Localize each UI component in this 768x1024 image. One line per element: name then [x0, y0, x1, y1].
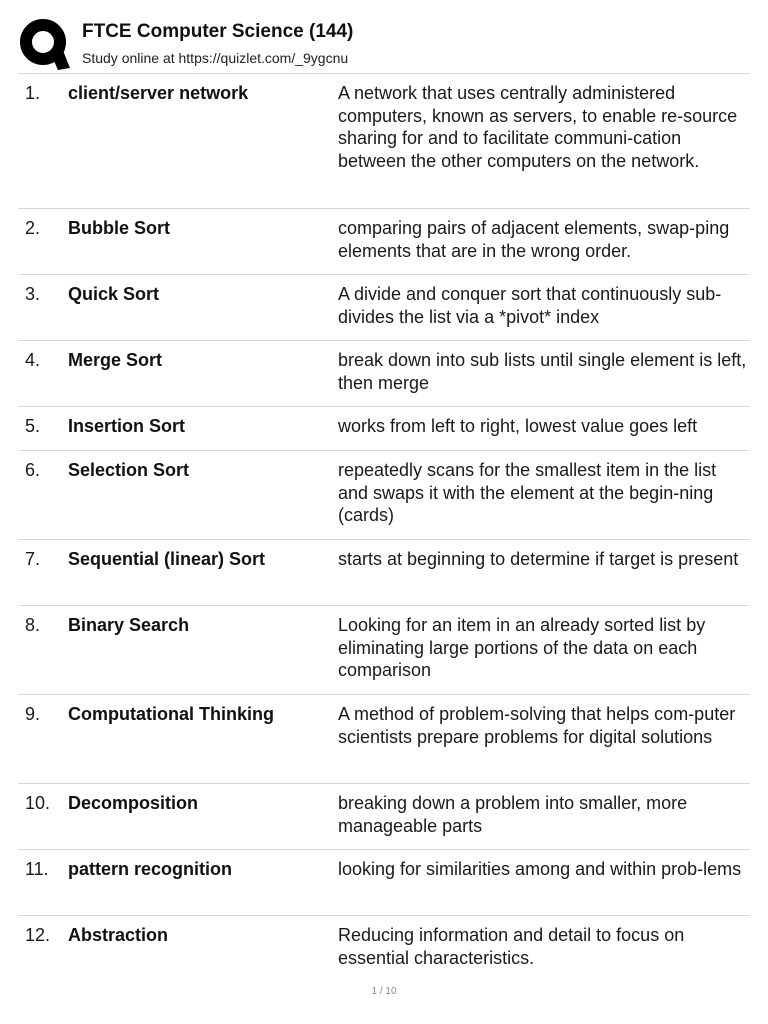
card-definition: A divide and conquer sort that continuously sub-divides the list via a *pivot* index: [338, 284, 722, 327]
card-number: 1.: [25, 83, 41, 103]
flashcard-row: [18, 341, 750, 407]
flashcard-row: [18, 451, 750, 540]
card-definition: comparing pairs of adjacent elements, swap-ping elements that are in the wrong order.: [338, 218, 730, 261]
card-term: Binary Search: [68, 615, 190, 635]
header: [20, 18, 750, 74]
card-term: Abstraction: [68, 925, 169, 945]
card-definition: looking for similarities among and within prob-lems: [338, 859, 742, 879]
flashcard-row: [18, 784, 750, 850]
card-number: 4.: [25, 350, 41, 370]
card-number: 3.: [25, 284, 41, 304]
card-term: Selection Sort: [68, 460, 190, 480]
flashcard-row: [18, 916, 750, 976]
card-number: 11.: [25, 859, 49, 879]
page-title: FTCE Computer Science (144): [82, 21, 354, 42]
flashcard-row: [18, 74, 750, 209]
flashcard-row: [18, 540, 750, 606]
quizlet-logo-icon: [20, 18, 70, 70]
card-number: 12.: [25, 925, 51, 945]
card-term: Quick Sort: [68, 284, 160, 304]
card-number: 6.: [25, 460, 41, 480]
card-definition: Reducing information and detail to focus on essential characteristics.: [338, 925, 685, 968]
card-term: pattern recognition: [68, 859, 233, 879]
card-definition: A method of problem-solving that helps com-puter scientists prepare problems for digital solutions: [338, 704, 736, 747]
card-term: client/server network: [68, 83, 249, 103]
flashcard-row: [18, 850, 750, 916]
card-definition: starts at beginning to determine if target is present: [338, 549, 739, 569]
card-definition: A network that uses centrally administered computers, known as servers, to enable re-source sharing for and to facilitate communi-cation between the other computers on the network.: [338, 83, 738, 171]
card-term: Computational Thinking: [68, 704, 274, 724]
card-term: Bubble Sort: [68, 218, 170, 238]
card-number: 7.: [25, 549, 41, 569]
card-number: 2.: [25, 218, 41, 238]
flashcard-row: [18, 407, 750, 451]
flashcard-row: [18, 695, 750, 784]
page-indicator: 1 / 10: [371, 986, 397, 997]
flashcard-row: [18, 606, 750, 695]
card-term: Merge Sort: [68, 350, 163, 370]
card-definition: breaking down a problem into smaller, more manageable parts: [338, 793, 688, 836]
study-online-link[interactable]: Study online at https://quizlet.com/_9ygcnu: [82, 50, 349, 66]
card-term: Decomposition: [68, 793, 199, 813]
flashcard-list: [18, 74, 750, 976]
card-definition: break down into sub lists until single element is left, then merge: [338, 350, 747, 393]
flashcard-row: [18, 209, 750, 275]
card-number: 9.: [25, 704, 41, 724]
card-number: 8.: [25, 615, 41, 635]
card-definition: Looking for an item in an already sorted list by eliminating large portions of the data on each comparison: [338, 615, 706, 681]
card-number: 5.: [25, 416, 41, 436]
card-term: Insertion Sort: [68, 416, 186, 436]
flashcard-row: [18, 275, 750, 341]
card-number: 10.: [25, 793, 51, 813]
card-definition: works from left to right, lowest value goes left: [338, 416, 698, 436]
card-definition: repeatedly scans for the smallest item in the list and swaps it with the element at the begin-ning (cards): [338, 460, 717, 526]
card-term: Sequential (linear) Sort: [68, 549, 266, 569]
